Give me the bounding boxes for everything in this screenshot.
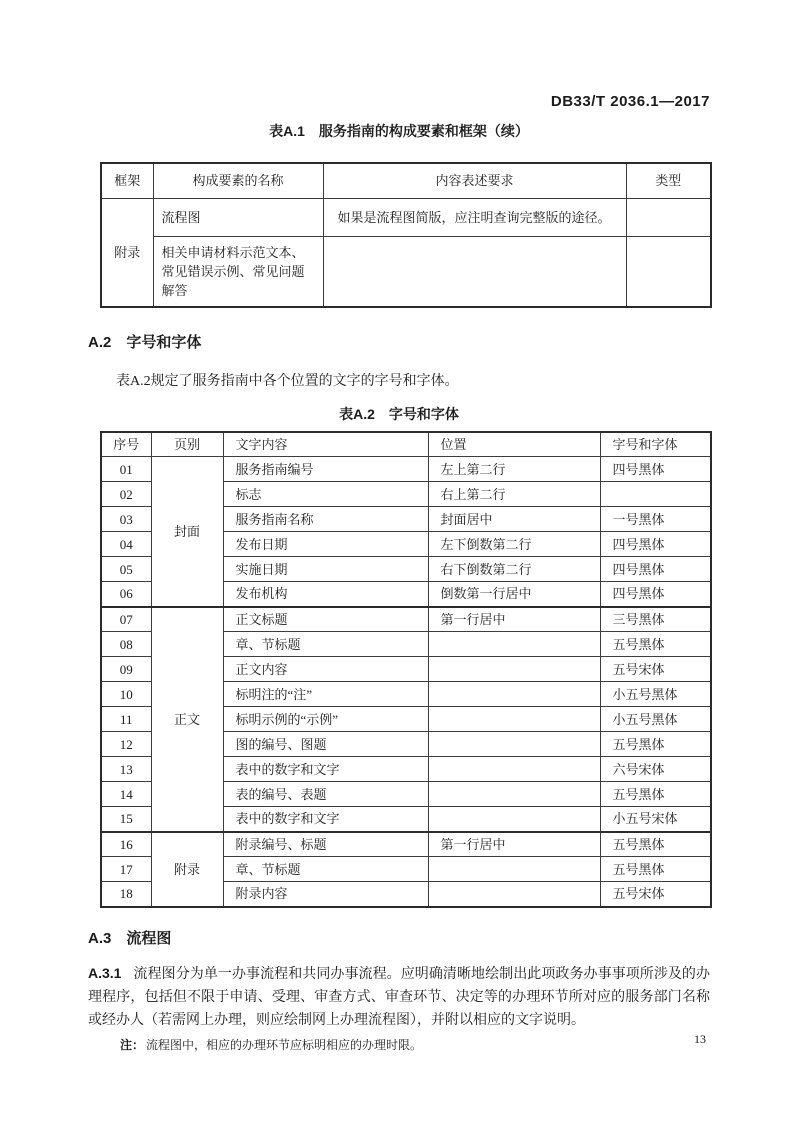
clause-number: A.3.1 (88, 964, 122, 981)
font-cell: 四号黑体 (600, 532, 711, 557)
font-cell: 一号黑体 (600, 507, 711, 532)
content-cell: 表中的数字和文字 (223, 807, 428, 832)
doc-code-header: DB33/T 2036.1—2017 (550, 93, 710, 110)
type-cell (626, 236, 711, 307)
content-cell: 附录编号、标题 (223, 832, 428, 857)
position-cell (428, 882, 600, 907)
position-cell (428, 757, 600, 782)
column-header-element-name: 构成要素的名称 (153, 163, 323, 198)
position-cell: 第一行居中 (428, 832, 600, 857)
row-no-cell: 01 (101, 457, 151, 482)
font-cell: 五号黑体 (600, 632, 711, 657)
row-no-cell: 15 (101, 807, 151, 832)
column-header-page-group: 页别 (151, 432, 223, 457)
row-no-cell: 08 (101, 632, 151, 657)
position-cell (428, 682, 600, 707)
page-number: 13 (694, 1032, 706, 1046)
position-cell (428, 782, 600, 807)
row-no-cell: 09 (101, 657, 151, 682)
page-group-cell: 正文 (151, 607, 223, 832)
row-no-cell: 04 (101, 532, 151, 557)
note-text: 流程图中，相应的办理环节应标明相应的办理时限。 (146, 1037, 423, 1052)
table-a2-title: 表A.2 字号和字体 (339, 405, 459, 422)
section-a2-intro: 表A.2规定了服务指南中各个位置的文字的字号和字体。 (116, 373, 459, 389)
position-cell: 封面居中 (428, 507, 600, 532)
column-header-type: 类型 (626, 163, 711, 198)
font-cell: 小五号黑体 (600, 682, 711, 707)
page-content (88, 0, 710, 1054)
position-cell (428, 707, 600, 732)
page-group-cell: 封面 (151, 457, 223, 607)
table-a2-header-row (101, 432, 711, 457)
position-cell: 右下倒数第二行 (428, 557, 600, 582)
content-cell: 表的编号、表题 (223, 782, 428, 807)
content-cell: 发布机构 (223, 582, 428, 607)
frame-group-cell: 附录 (101, 198, 153, 307)
table-row (101, 457, 711, 482)
content-cell: 图的编号、图题 (223, 732, 428, 757)
content-cell: 实施日期 (223, 557, 428, 582)
content-cell: 标明注的“注” (223, 682, 428, 707)
element-name-cell: 流程图 (153, 198, 323, 236)
row-no-cell: 17 (101, 857, 151, 882)
requirement-cell: 如果是流程图简版，应注明查询完整版的途径。 (323, 198, 626, 236)
font-cell: 小五号宋体 (600, 807, 711, 832)
column-header-position: 位置 (428, 432, 600, 457)
section-a2-heading: A.2 字号和字体 (88, 333, 202, 351)
font-cell: 五号黑体 (600, 782, 711, 807)
clause-a31-paragraph (88, 962, 710, 1032)
position-cell (428, 657, 600, 682)
position-cell (428, 632, 600, 657)
row-no-cell: 05 (101, 557, 151, 582)
column-header-text-content: 文字内容 (223, 432, 428, 457)
content-cell: 发布日期 (223, 532, 428, 557)
note-line (120, 1037, 710, 1054)
font-cell: 五号黑体 (600, 857, 711, 882)
position-cell: 右上第二行 (428, 482, 600, 507)
row-no-cell: 10 (101, 682, 151, 707)
content-cell: 标明示例的“示例” (223, 707, 428, 732)
font-cell: 五号宋体 (600, 657, 711, 682)
position-cell: 倒数第一行居中 (428, 582, 600, 607)
font-cell: 五号黑体 (600, 732, 711, 757)
font-cell: 五号黑体 (600, 832, 711, 857)
table-row (101, 198, 711, 236)
clause-text: 流程图分为单一办事流程和共同办事流程。应明确清晰地绘制出此项政务办事事项所涉及的办理程序，包括但不限于申请、受理、审查方式、审查环节、决定等的办理环节所对应的服务部门名称或经办人（若需网上办理，则应绘制网上办理流程图），并附以相应的文字说明。 (88, 966, 710, 1028)
column-header-frame: 框架 (101, 163, 153, 198)
section-a3-heading: A.3 流程图 (88, 929, 172, 947)
element-name-cell: 相关申请材料示范文本、常见错误示例、常见问题解答 (153, 236, 323, 307)
row-no-cell: 14 (101, 782, 151, 807)
row-no-cell: 11 (101, 707, 151, 732)
row-no-cell: 07 (101, 607, 151, 632)
content-cell: 标志 (223, 482, 428, 507)
font-cell: 四号黑体 (600, 557, 711, 582)
page-group-cell: 附录 (151, 832, 223, 907)
table-a1-header-row (101, 163, 711, 198)
table-a1 (100, 162, 712, 308)
table-a1-title: 表A.1 服务指南的构成要素和框架（续） (269, 123, 529, 139)
content-cell: 服务指南编号 (223, 457, 428, 482)
position-cell (428, 732, 600, 757)
position-cell (428, 857, 600, 882)
note-label: 注： (120, 1037, 145, 1052)
row-no-cell: 06 (101, 582, 151, 607)
table-row (101, 236, 711, 307)
row-no-cell: 03 (101, 507, 151, 532)
font-cell: 小五号黑体 (600, 707, 711, 732)
column-header-font: 字号和字体 (600, 432, 711, 457)
position-cell: 第一行居中 (428, 607, 600, 632)
content-cell: 表中的数字和文字 (223, 757, 428, 782)
table-row (101, 607, 711, 632)
row-no-cell: 12 (101, 732, 151, 757)
font-cell: 四号黑体 (600, 457, 711, 482)
content-cell: 章、节标题 (223, 632, 428, 657)
content-cell: 正文标题 (223, 607, 428, 632)
position-cell: 左上第二行 (428, 457, 600, 482)
content-cell: 服务指南名称 (223, 507, 428, 532)
font-cell: 五号宋体 (600, 882, 711, 907)
column-header-requirement: 内容表述要求 (323, 163, 626, 198)
content-cell: 正文内容 (223, 657, 428, 682)
content-cell: 附录内容 (223, 882, 428, 907)
row-no-cell: 16 (101, 832, 151, 857)
table-row (101, 832, 711, 857)
content-cell: 章、节标题 (223, 857, 428, 882)
font-cell: 四号黑体 (600, 582, 711, 607)
font-cell: 六号宋体 (600, 757, 711, 782)
column-header-no: 序号 (101, 432, 151, 457)
requirement-cell (323, 236, 626, 307)
position-cell: 左下倒数第二行 (428, 532, 600, 557)
position-cell (428, 807, 600, 832)
table-a2 (100, 431, 712, 908)
row-no-cell: 18 (101, 882, 151, 907)
row-no-cell: 02 (101, 482, 151, 507)
font-cell (600, 482, 711, 507)
font-cell: 三号黑体 (600, 607, 711, 632)
type-cell (626, 198, 711, 236)
row-no-cell: 13 (101, 757, 151, 782)
